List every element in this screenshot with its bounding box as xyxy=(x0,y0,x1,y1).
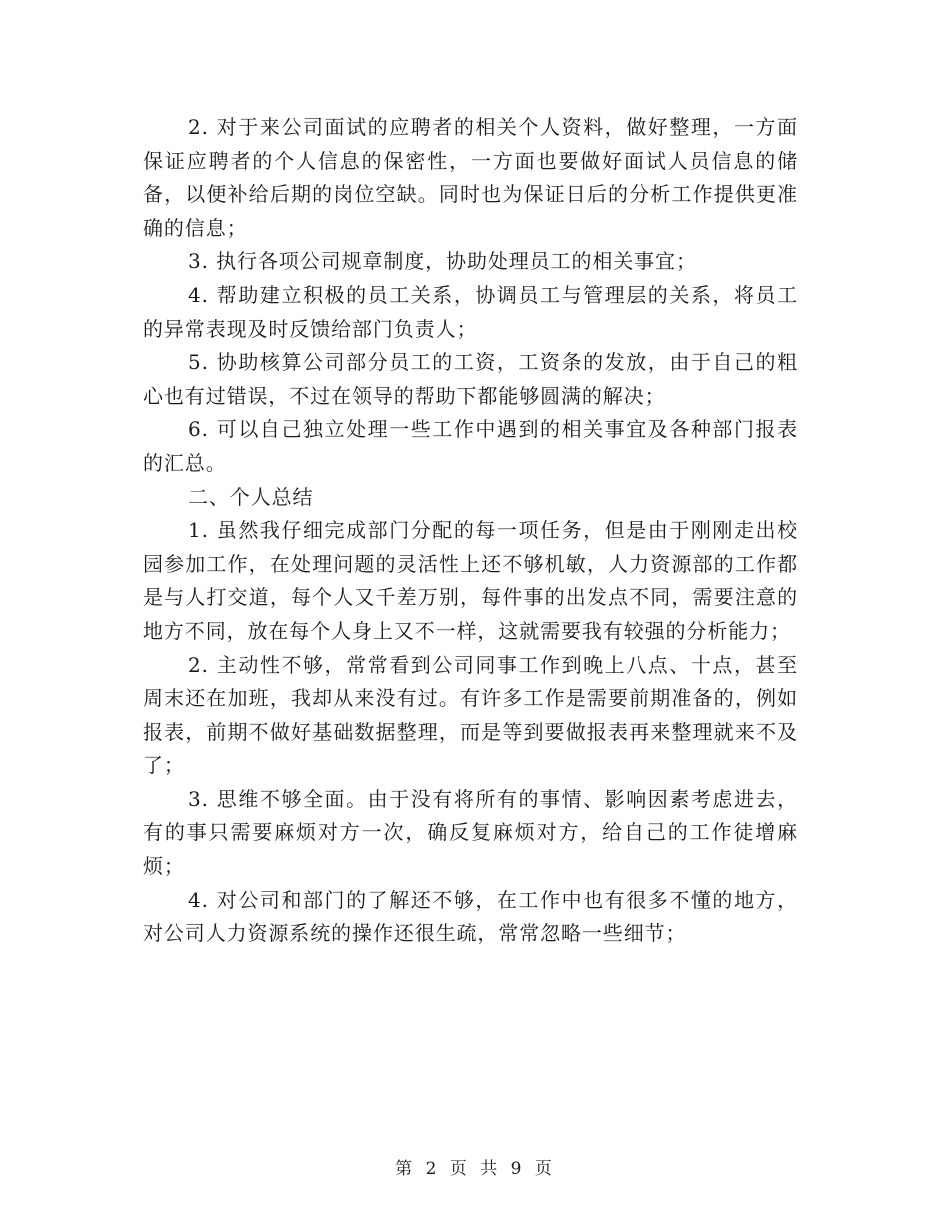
section-heading-personal-summary: 二、个人总结 xyxy=(188,484,314,509)
paragraph-item-5: 5. 协助核算公司部分员工的工资，工资条的发放，由于自己的粗心也有过错误，不过在领导的帮助下都能够圆满的解决； xyxy=(143,350,798,408)
summary-item-1: 1. 虽然我仔细完成部门分配的每一项任务，但是由于刚刚走出校园参加工作，在处理问题的灵活性上还不够机敏，人力资源部的工作都是与人打交道，每个人又千差万别，每件事的出发点不同，需要注意的地方不同，放在每个人身上又不一样，这就需要我有较强的分析能力； xyxy=(143,518,798,643)
paragraph-item-3: 3. 执行各项公司规章制度，协助处理员工的相关事宜； xyxy=(188,249,697,274)
summary-item-3: 3. 思维不够全面。由于没有将所有的事情、影响因素考虑进去，有的事只需要麻烦对方一次，确反复麻烦对方，给自己的工作徒增麻烦； xyxy=(143,786,798,879)
paragraph-item-2: 2. 对于来公司面试的应聘者的相关个人资料，做好整理，一方面保证应聘者的个人信息的保密性，一方面也要做好面试人员信息的储备，以便补给后期的岗位空缺。同时也为保证日后的分析工作提供更准确的信息； xyxy=(143,115,798,240)
paragraph-item-4: 4. 帮助建立积极的员工关系，协调员工与管理层的关系，将员工的异常表现及时反馈给部门负责人； xyxy=(143,282,798,341)
paragraph-item-6: 6. 可以自己独立处理一些工作中遇到的相关事宜及各种部门报表的汇总。 xyxy=(143,417,798,475)
summary-item-2: 2. 主动性不够，常常看到公司同事工作到晚上八点、十点，甚至周末还在加班，我却从来没有过。有许多工作是需要前期准备的，例如报表，前期不做好基础数据整理，而是等到要做报表再来整理就来不及了； xyxy=(143,652,798,778)
page-number-footer: 第 2 页 共 9 页 xyxy=(395,1159,555,1179)
summary-item-4: 4. 对公司和部门的了解还不够，在工作中也有很多不懂的地方，对公司人力资源系统的操作还很生疏，常常忽略一些细节； xyxy=(143,887,798,946)
document-body xyxy=(143,111,798,951)
